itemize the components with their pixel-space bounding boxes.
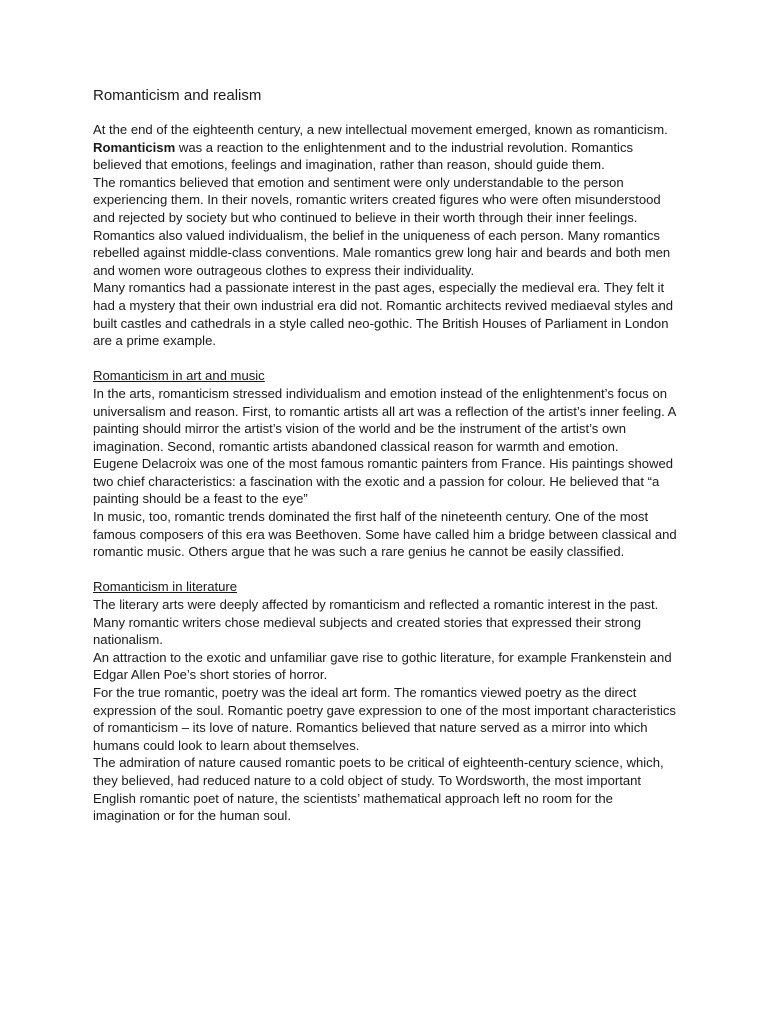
blank-line (93, 561, 683, 579)
art-music-paragraph-3: In music, too, romantic trends dominated the first half of the nineteenth century. One of the most famous composers of this era was Beethoven. Some have called him a bridge between classical and romantic music. Others argue that he was such a rare genius he cannot be easily classified. (93, 509, 677, 560)
intro-p1-text-b: was a reaction to the enlightenment and to the industrial revolution. Romantics believed that emotions, feelings and imagination, rather than reason, should guide them. (93, 139, 634, 173)
document-title: Romanticism and realism (93, 87, 262, 104)
intro-paragraph-3: Romantics also valued individualism, the belief in the uniqueness of each person. Many romantics rebelled against middle-class conventions. Male romantics grew long hair and beards and both men and women wore outrageous clothes to express their individuality. (93, 227, 671, 278)
section-heading-art-music: Romanticism in art and music (93, 368, 265, 384)
literature-paragraph-1: The literary arts were deeply affected by romanticism and reflected a romantic interest in the past. Many romantic writers chose medieval subjects and created stories that expressed their strong nationalism. (93, 597, 659, 648)
intro-p1-text-a: At the end of the eighteenth century, a new intellectual movement emerged, known as romanticism. (93, 122, 668, 137)
art-music-paragraph-2: Eugene Delacroix was one of the most famous romantic painters from France. His paintings showed two chief characteristics: a fascination with the exotic and a passion for colour. He believed that “a painting should be a feast to the eye” (93, 456, 674, 507)
blank-line (93, 350, 683, 368)
intro-paragraph-2: The romantics believed that emotion and sentiment were only understandable to the person experiencing them. In their novels, romantic writers created figures who were often misunderstood and rejected by society but who continued to believe in their worth through their inner feelings. (93, 174, 661, 225)
literature-paragraph-3: For the true romantic, poetry was the ideal art form. The romantics viewed poetry as the direct expression of the soul. Romantic poetry gave expression to one of the most important characteristics of romanticism – its love of nature. Romantics believed that nature served as a mirror into which humans could look to learn about themselves. (93, 685, 676, 753)
document-page (93, 86, 683, 825)
art-music-paragraph-1: In the arts, romanticism stressed individualism and emotion instead of the enlightenment’s focus on universalism and reason. First, to romantic artists all art was a reflection of the artist’s inner feeling. A painting should mirror the artist’s vision of the world and be the instrument of the artist’s own imagination. Second, romantic artists abandoned classical reason for warmth and emotion. (93, 385, 676, 454)
intro-paragraph-4: Many romantics had a passionate interest in the past ages, especially the medieval era. They felt it had a mystery that their own industrial era did not. Romantic architects revived mediaeval styles and built castles and cathedrals in a style called neo-gothic. The British Houses of Parliament in London are a prime example. (93, 280, 674, 349)
intro-p1-bold-term: Romanticism (93, 139, 176, 155)
literature-paragraph-2: An attraction to the exotic and unfamiliar gave rise to gothic literature, for example Frankenstein and Edgar Allen Poe’s short stories of horror. (93, 649, 672, 683)
intro-paragraph-1 (93, 121, 683, 174)
literature-paragraph-4: The admiration of nature caused romantic poets to be critical of eighteenth-century science, which, they believed, had reduced nature to a cold object of study. To Wordsworth, the most important English romantic poet of nature, the scientists’ mathematical approach left no room for the imagination or for the human soul. (93, 755, 664, 824)
section-heading-literature: Romanticism in literature (93, 579, 238, 595)
